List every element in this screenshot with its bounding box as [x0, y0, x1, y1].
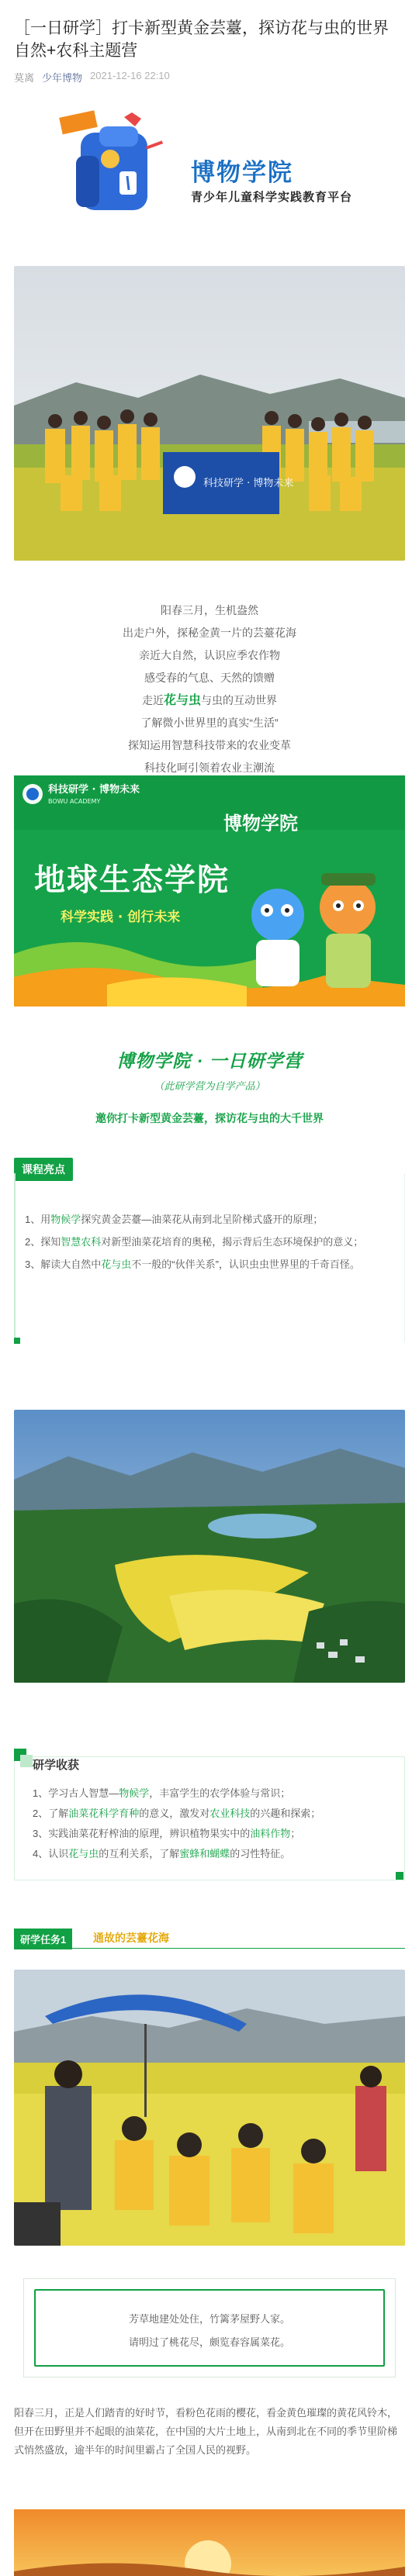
event-title: 博物学院 · 一日研学营	[116, 1051, 303, 1071]
task-title: 通故的芸薹花海	[93, 1932, 169, 1944]
poem-line: 亲近大自然，认识应季农作物	[139, 649, 280, 661]
brand-banner	[0, 88, 419, 266]
author-name: 莫离	[14, 72, 35, 84]
highlights-label: 课程亮点	[14, 1158, 73, 1181]
study-list	[14, 1784, 405, 1864]
study-item: 1、学习古人智慧—物候学，丰富学生的农学体验与常识；	[33, 1787, 291, 1799]
box-corner-decoration	[396, 1872, 403, 1880]
highlight-item: 2、探知智慧农科对新型油菜花培育的奥秘，揭示背后生态环境保护的意义；	[25, 1236, 364, 1248]
poem-line: 阳春三月，生机盎然	[161, 604, 258, 616]
poem-line: 走近花与虫与虫的互动世界	[141, 694, 277, 707]
article-meta	[0, 62, 419, 85]
task-divider	[14, 1948, 405, 1949]
event-subtitle: （此研学营为自学产品）	[154, 1080, 265, 1092]
poem-highlight: 花与虫	[163, 694, 201, 707]
poster-logo-sub: BOWU ACADEMY	[48, 798, 101, 805]
backpack-logo-icon	[54, 109, 163, 226]
poem-line: 感受春的气息、天然的馈赠	[144, 672, 275, 684]
group-photo	[14, 266, 405, 561]
publish-date: 2021-12-16 22:10	[90, 70, 170, 81]
poem-line: 探知运用智慧科技带来的农业变革	[128, 739, 291, 751]
highlight-item: 1、用物候学探究黄金芸薹—油菜花从南到北呈阶梯式盛开的原理；	[25, 1214, 324, 1225]
poem-line: 了解微小世界里的真实“生活”	[140, 717, 279, 729]
poster-slogan: 科学实践 · 创行未来	[61, 910, 181, 925]
landscape-photo	[14, 1410, 405, 1683]
brand-subtitle: 青少年儿童科学实践教育平台	[191, 191, 353, 204]
quote-line: 请明过了桃花尽，颇览春容属菜花。	[128, 2336, 290, 2348]
quote-box	[34, 2289, 385, 2367]
poem-line: 出走户外，探秘金黄一片的芸薹花海	[123, 627, 296, 639]
study-square-icon	[20, 1755, 33, 1767]
poster-logo-text: 科技研学 · 博物未来	[48, 784, 140, 796]
account-link[interactable]: 少年博物	[42, 72, 83, 84]
poster-main-title: 地球生态学院	[34, 862, 230, 898]
field-trip-photo	[14, 1970, 405, 2246]
box-corner-decoration	[14, 1338, 20, 1344]
task-label: 研学任务1	[14, 1929, 72, 1949]
highlights-box	[14, 1173, 405, 1342]
group-banner-text: 科技研学 · 博物未来	[203, 478, 294, 489]
study-harvest-heading: 研学收获	[33, 1759, 80, 1772]
poster-right-title: 博物学院	[223, 813, 298, 834]
study-item: 2、了解油菜花科学育种的意义，激发对农业科技的兴趣和探索；	[33, 1808, 321, 1819]
poem-line: 科技化呵引领着农业主潮流	[144, 761, 275, 774]
article-title: ［一日研学］打卡新型黄金芸薹，探访花与虫的世界 自然+农科主题营	[14, 19, 389, 60]
brand-title: 博物学院	[191, 159, 293, 186]
sunset-photo	[14, 2509, 405, 2576]
intro-poem	[0, 599, 419, 802]
earth-ecology-poster	[14, 775, 405, 1007]
highlight-item: 3、解读大自然中花与虫不一般的“伙伴关系”，认识虫虫世界里的千奇百怪。	[25, 1259, 360, 1270]
body-paragraph: 阳春三月，正是人们踏青的好时节，看粉色花雨的樱花，看金黄色璀璨的黄花风铃木，但开在田野里并不起眼的油菜花，在中国的大片土地上，从南到北在不同的季节里阶梯式悄然盛放，逾半年的时间里霸占了全国人民的视野。	[14, 2407, 398, 2456]
event-tagline: 邀你打卡新型黄金芸薹，探访花与虫的大千世界	[95, 1112, 324, 1124]
study-item: 4、认识花与虫的互利关系，了解蜜蜂和蝴蝶的习性特征。	[33, 1848, 291, 1859]
study-item: 3、实践油菜花籽榨油的原理，辨识植物果实中的油料作物；	[33, 1828, 301, 1839]
quote-line: 芳草地建处处住，竹篱茅屋野人家。	[128, 2313, 290, 2325]
